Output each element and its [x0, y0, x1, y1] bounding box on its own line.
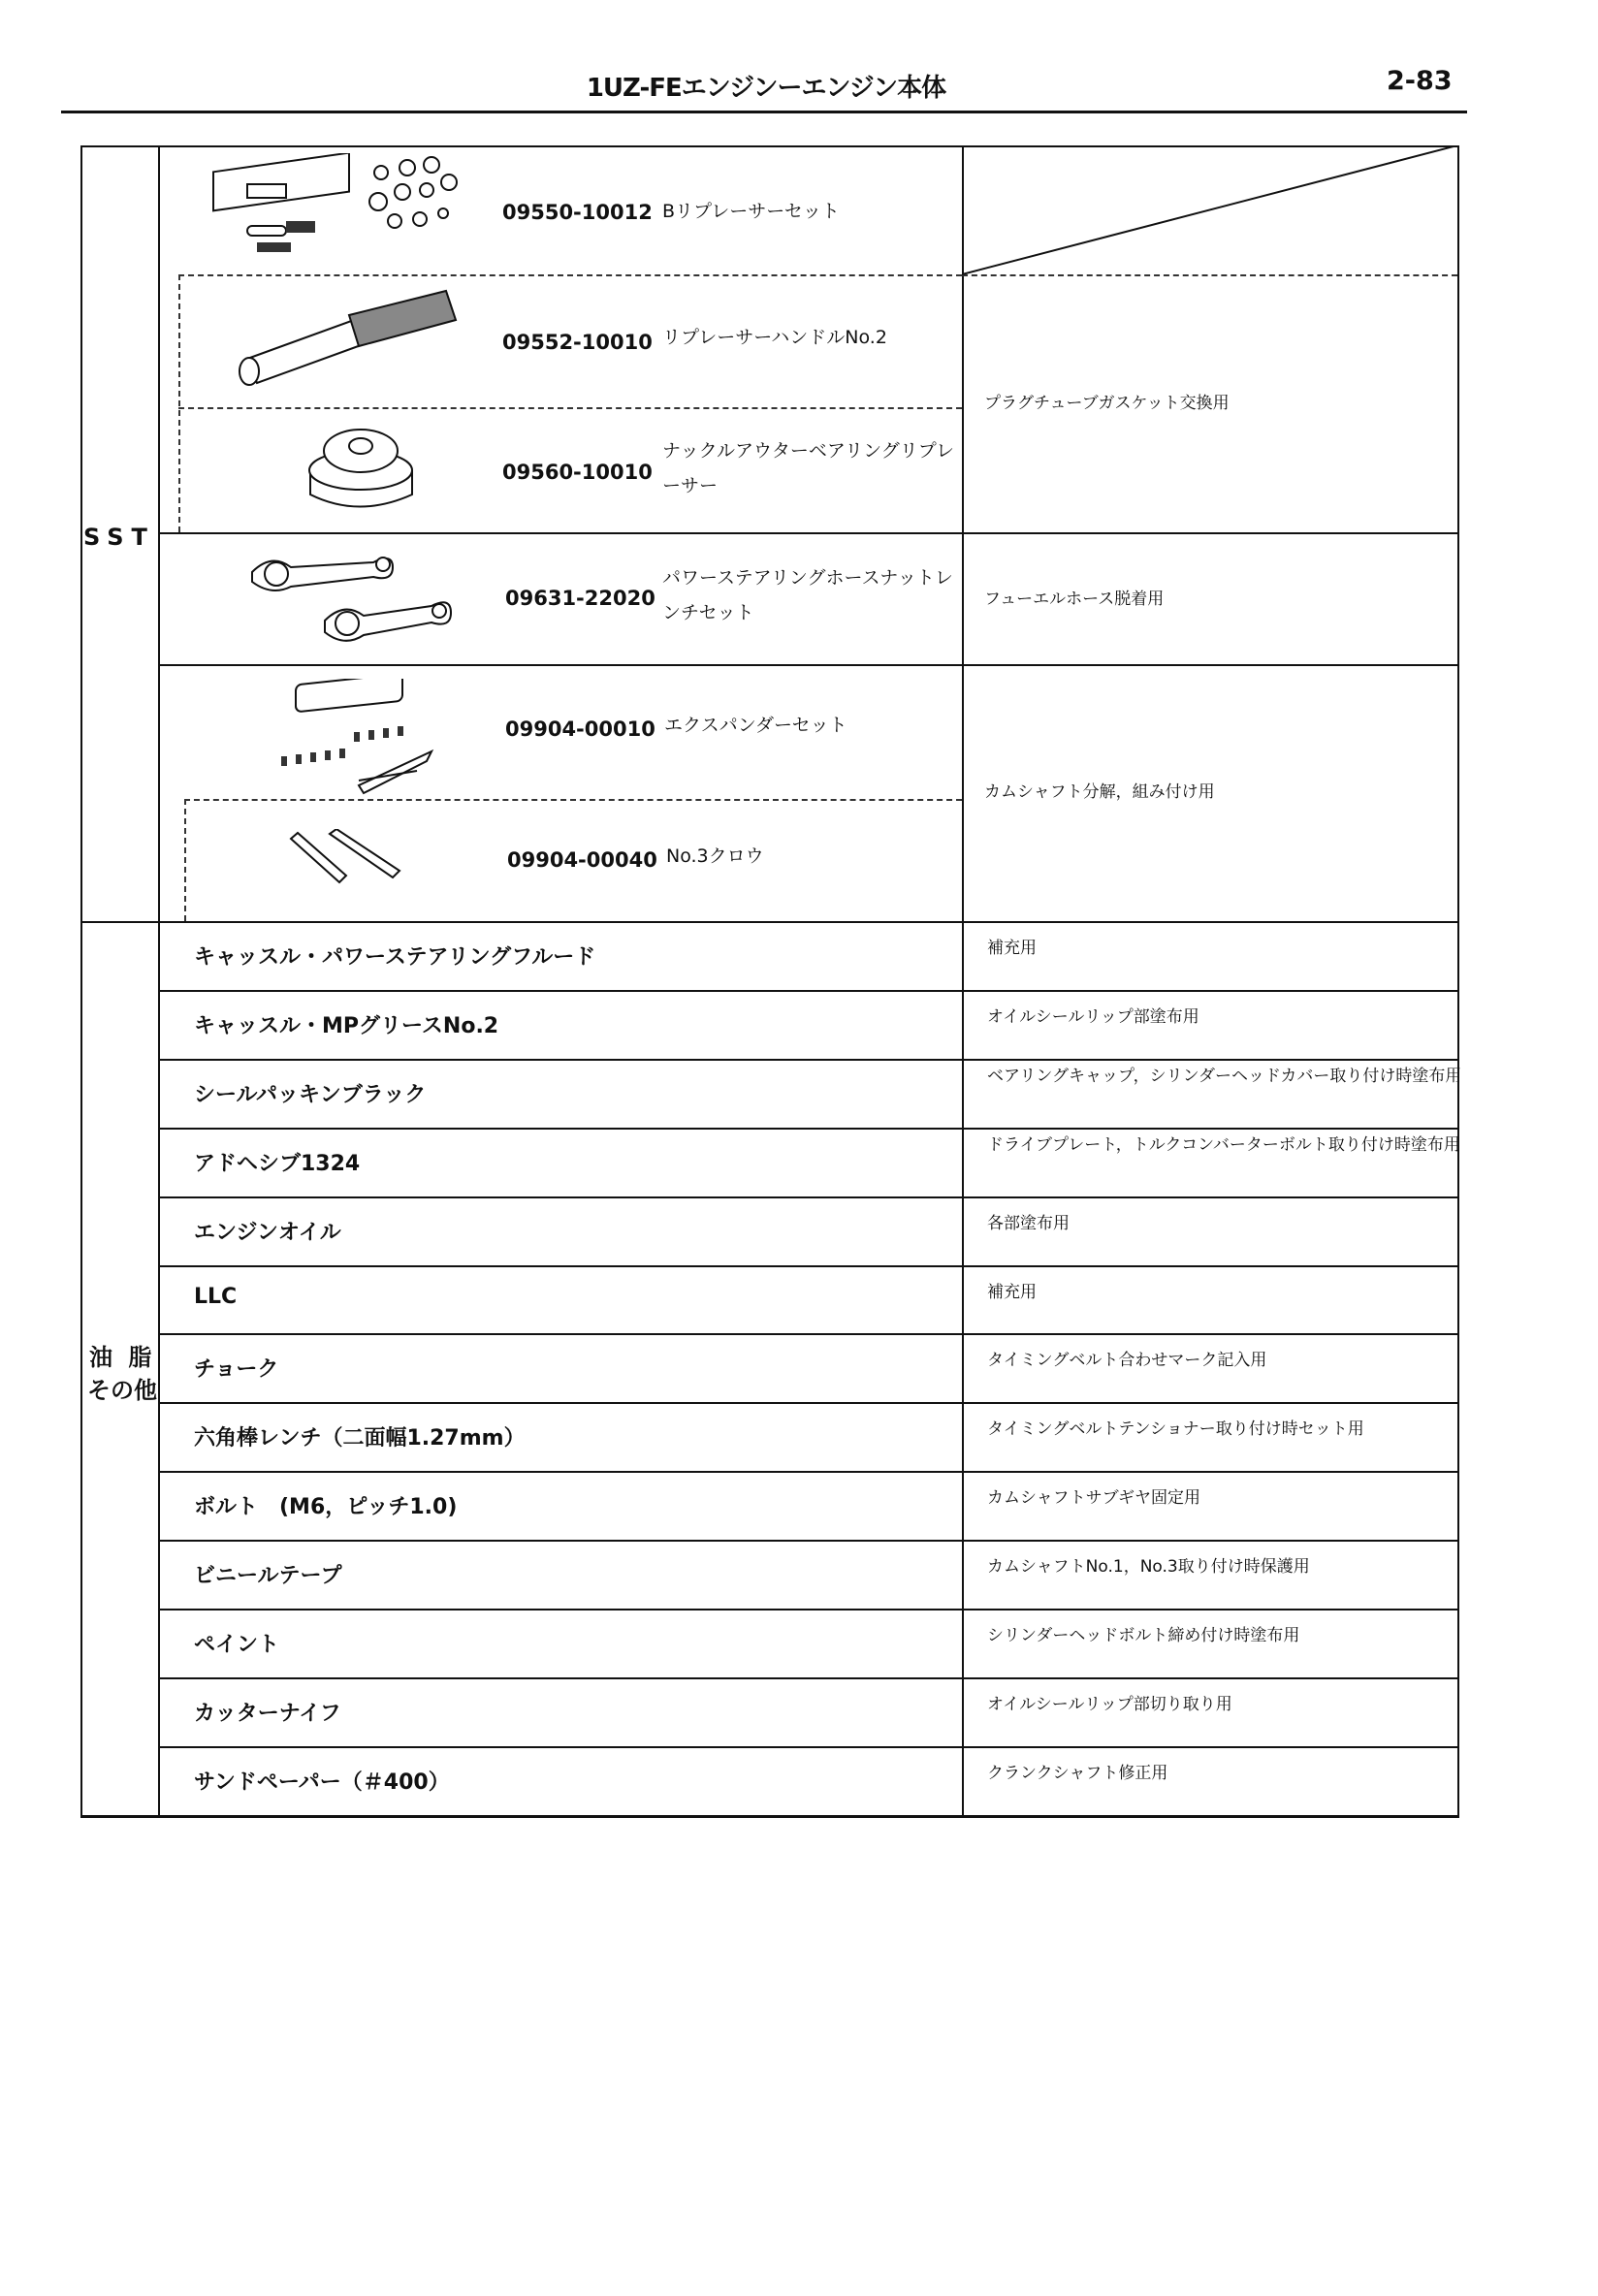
row-divider-dashed — [184, 799, 962, 801]
category-column-divider — [158, 145, 160, 1817]
row-divider — [158, 1128, 1459, 1130]
row-divider — [158, 1196, 1459, 1198]
tool-code: 09904-00040 — [507, 848, 657, 872]
tool-use: カムシャフト分解，組み付け用 — [984, 782, 1215, 802]
material-item: ボルト (M6，ピッチ1.0) — [194, 1495, 458, 1519]
replacer-set-icon — [208, 153, 490, 265]
material-item: エンジンオイル — [194, 1221, 341, 1245]
row-divider — [158, 1677, 1459, 1679]
use-column-divider — [962, 145, 964, 1817]
tool-code: 09560-10010 — [502, 461, 653, 484]
category-sst: SST — [83, 524, 155, 551]
material-use: 補充用 — [987, 939, 1037, 958]
material-item: キャッスル・MPグリースNo.2 — [194, 1014, 499, 1038]
header-rule — [61, 111, 1467, 113]
row-divider — [158, 1059, 1459, 1061]
tool-name: Bリプレーサーセット — [662, 201, 840, 222]
row-divider-dashed — [178, 274, 962, 276]
table-left-border — [80, 145, 82, 1817]
material-item: サンドペーパー（＃400） — [194, 1770, 450, 1795]
category-materials-line2: その他 — [87, 1377, 157, 1404]
material-use: 各部塗布用 — [987, 1214, 1070, 1233]
row-divider — [158, 1540, 1459, 1542]
material-item: ペイント — [194, 1633, 280, 1657]
row-divider — [158, 664, 1459, 666]
material-item: アドヘシブ1324 — [194, 1152, 361, 1176]
category-materials-line1: 油 脂 — [89, 1344, 156, 1371]
claw-icon — [286, 829, 412, 897]
material-use: 補充用 — [987, 1283, 1037, 1302]
material-use: タイミングベルトテンショナー取り付け時セット用 — [987, 1419, 1364, 1439]
replacer-handle-icon — [228, 286, 470, 398]
material-item: チョーク — [194, 1357, 279, 1382]
row-divider — [158, 1609, 1459, 1610]
tool-code: 09631-22020 — [505, 587, 655, 610]
material-item: カッターナイフ — [194, 1702, 341, 1726]
tool-name: エクスパンダーセット — [664, 715, 847, 736]
expander-set-icon — [262, 679, 456, 795]
tool-name: No.3クロウ — [666, 845, 764, 867]
material-use: クランクシャフト修正用 — [987, 1764, 1168, 1783]
material-use: カムシャフトサブギヤ固定用 — [987, 1488, 1200, 1508]
tool-use: フューエルホース脱着用 — [984, 590, 1165, 609]
material-use: カムシャフトNo.1，No.3取り付け時保護用 — [987, 1557, 1310, 1577]
page-number: 2-83 — [1387, 66, 1453, 96]
row-divider-dashed — [178, 407, 962, 409]
material-item: キャッスル・パワーステアリングフルード — [194, 945, 596, 970]
material-use: タイミングベルト合わせマーク記入用 — [987, 1351, 1267, 1370]
bearing-replacer-icon — [305, 422, 422, 519]
nut-wrench-icon — [247, 543, 461, 654]
section-divider — [80, 921, 1459, 923]
material-item: ビニールテープ — [194, 1564, 342, 1588]
material-use: ベアリングキャップ，シリンダーヘッドカバー取り付け時塗布用 — [987, 1067, 1462, 1086]
table-bottom-border — [80, 1815, 1459, 1818]
row-divider — [158, 1746, 1459, 1748]
material-use: オイルシールリップ部塗布用 — [987, 1007, 1199, 1027]
row-divider — [158, 532, 1459, 534]
row-divider — [158, 990, 1459, 992]
page-title: 1UZ-FEエンジンーエンジン本体 — [586, 74, 946, 103]
material-use: オイルシールリップ部切り取り用 — [987, 1695, 1232, 1714]
row-divider — [158, 1471, 1459, 1473]
row-divider — [158, 1333, 1459, 1335]
subgroup-divider-dashed — [184, 799, 186, 921]
tool-name: パワーステアリングホースナットレンチセット — [662, 567, 953, 623]
tool-name: ナックルアウターベアリングリプレーサー — [662, 440, 954, 496]
tool-code: 09552-10010 — [502, 331, 653, 354]
tool-use: プラグチューブガスケット交換用 — [984, 394, 1230, 413]
tool-name: リプレーサーハンドルNo.2 — [662, 327, 887, 348]
diagonal-na-mark — [962, 145, 1457, 275]
tool-code: 09904-00010 — [505, 718, 655, 741]
row-divider — [158, 1402, 1459, 1404]
tool-code: 09550-10012 — [502, 201, 653, 224]
material-item: 六角棒レンチ（二面幅1.27mm） — [194, 1426, 526, 1451]
material-item: LLC — [194, 1285, 238, 1309]
row-divider — [158, 1265, 1459, 1267]
material-use: シリンダーヘッドボルト締め付け時塗布用 — [987, 1626, 1300, 1645]
subgroup-divider-dashed — [178, 274, 180, 532]
material-use: ドライブプレート，トルクコンバーターボルト取り付け時塗布用 — [987, 1135, 1460, 1155]
material-item: シールパッキンブラック — [194, 1083, 427, 1107]
